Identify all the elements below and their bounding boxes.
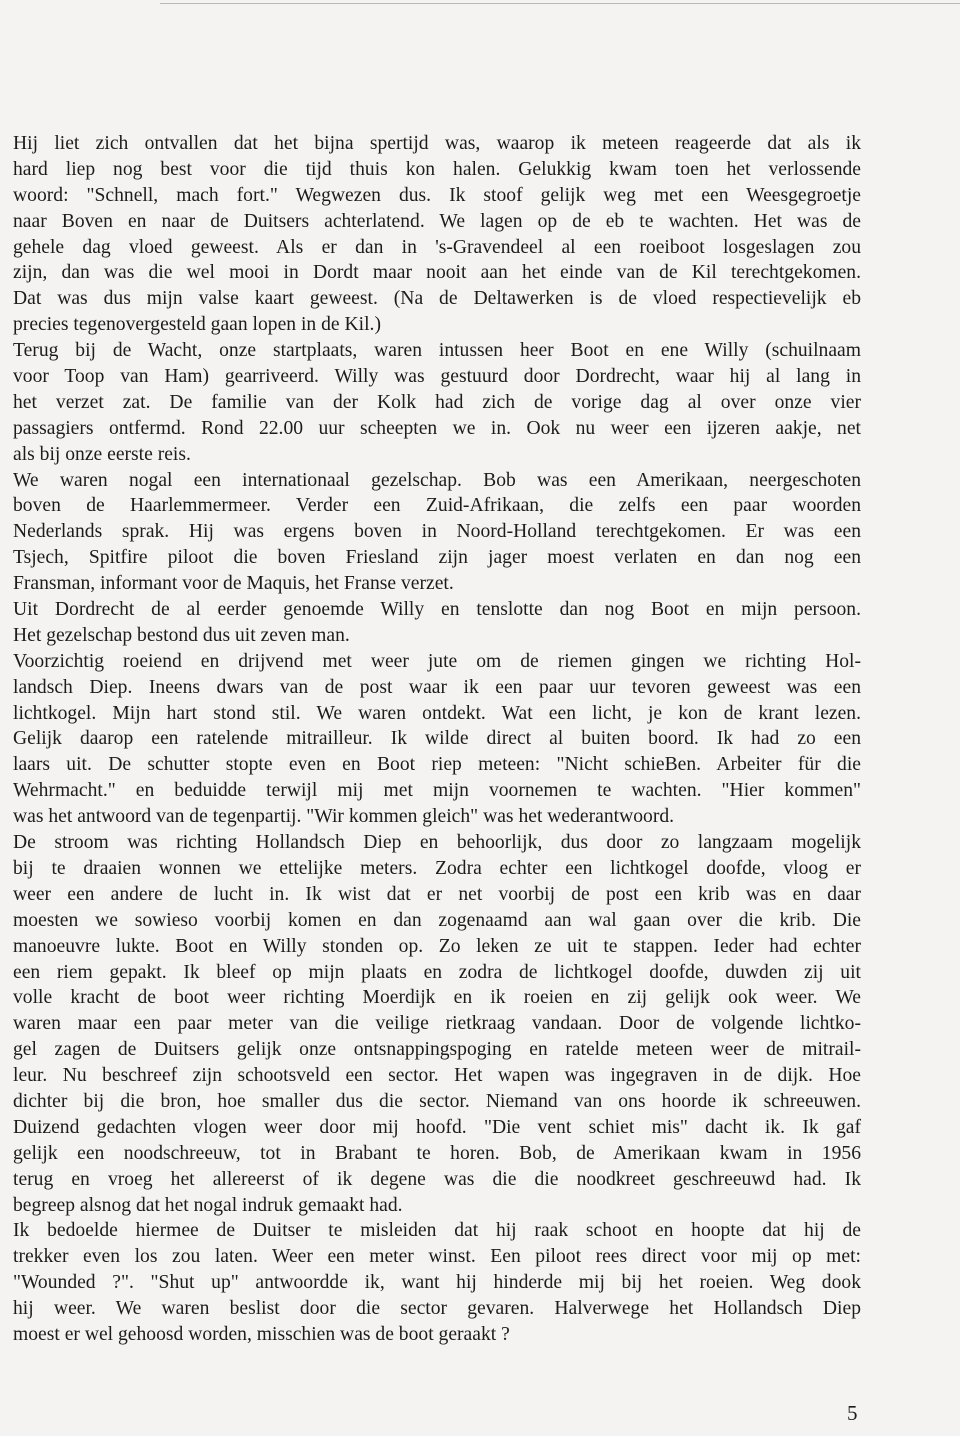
text-line: passagiers ontfermd. Rond 22.00 uur scheepten we in. Ook nu weer een ijzeren aakje, net: [13, 417, 861, 439]
text-line: bij te draaien wonnen we ettelijke meters. Zodra echter een lichtkogel doofde, vloog er: [13, 857, 861, 879]
text-line: precies tegenovergesteld gaan lopen in de Kil.): [13, 314, 381, 336]
text-line: Duizend gedachten vlogen weer door mij hoofd. "Die vent schiet mis" dacht ik. Ik gaf: [13, 1116, 861, 1138]
text-line: boven de Haarlemmermeer. Verder een Zuid-Afrikaan, die zelfs een paar woorden: [13, 495, 861, 517]
text-line: lichtkogel. Mijn hart stond stil. We waren ontdekt. Wat een licht, je kon de krant lezen.: [13, 702, 861, 724]
text-line: terug en vroeg het allereerst of ik degene was die die noodkreet geschreeuwd had. Ik: [13, 1168, 861, 1190]
text-line: voor Toop van Ham) gearriveerd. Willy was gestuurd door Dordrecht, waar hij al lang in: [13, 366, 861, 388]
text-line: naar Boven en naar de Duitsers achterlatend. We lagen op de eb te wachten. Het was de: [13, 210, 861, 232]
text-line: begreep alsnog dat het nogal indruk gemaakt had.: [13, 1194, 403, 1216]
text-line: Ik bedoelde hiermee de Duitser te misleiden dat hij raak schoot en hoopte dat hij de: [13, 1220, 861, 1242]
text-line: De stroom was richting Hollandsch Diep en behoorlijk, dus door zo langzaam mogelijk: [13, 832, 861, 854]
text-line: gelijk een noodschreeuw, tot in Brabant te horen. Bob, de Amerikaan kwam in 1956: [13, 1142, 861, 1164]
text-line: dichter bij die bron, hoe smaller dus die sector. Niemand van ons hoorde ik schreeuwen.: [13, 1090, 861, 1112]
text-line: als bij onze eerste reis.: [13, 443, 191, 465]
body-text: [13, 131, 861, 1348]
text-line: waren maar een paar meter van die veilige rietkraag vandaan. Door de volgende lichtko-: [13, 1013, 861, 1035]
text-line: Het gezelschap bestond dus uit zeven man.: [13, 624, 350, 646]
text-line: gehele dag vloed geweest. Als er dan in 's-Gravendeel al een roeiboot losgeslagen zou: [13, 236, 861, 258]
text-line: woord: "Schnell, mach fort." Wegwezen dus. Ik stoof gelijk weg met een Weesgegroetje: [13, 184, 861, 206]
text-line: leur. Nu beschreef zijn schootsveld een sector. Het wapen was ingegraven in de dijk. Hoe: [13, 1065, 861, 1087]
top-rule: [160, 3, 960, 4]
page-number: 5: [847, 1401, 858, 1425]
text-line: manoeuvre lukte. Boot en Willy stonden op. Zo leken ze uit te stappen. Ieder had echter: [13, 935, 861, 957]
text-line: het verzet zat. De familie van der Kolk had zich de vorige dag al over onze vier: [13, 391, 861, 413]
text-line: Fransman, informant voor de Maquis, het Franse verzet.: [13, 573, 454, 595]
text-line: Voorzichtig roeiend en drijvend met weer jute om de riemen gingen we richting Hol-: [13, 650, 861, 672]
text-line: gel zagen de Duitsers gelijk onze ontsnappingspoging en ratelde meteen weer de mitrail-: [13, 1039, 861, 1061]
text-line: We waren nogal een internationaal gezelschap. Bob was een Amerikaan, neergeschoten: [13, 469, 861, 491]
text-line: Uit Dordrecht de al eerder genoemde Willy en tenslotte dan nog Boot en mijn persoon.: [13, 599, 861, 621]
text-line: Hij liet zich ontvallen dat het bijna spertijd was, waarop ik meteen reageerde dat als ik: [13, 133, 861, 154]
text-line: volle kracht de boot weer richting Moerdijk en ik roeien en zij gelijk ook weer. We: [13, 987, 861, 1009]
text-line: moest er wel gehoosd worden, misschien was de boot geraakt ?: [13, 1323, 510, 1345]
text-line: hard liep nog best voor die tijd thuis kon halen. Gelukkig kwam toen het verlossende: [13, 158, 861, 180]
text-line: zijn, dan was die wel mooi in Dordt maar nooit aan het einde van de Kil terechtgekomen.: [13, 262, 861, 284]
text-line: weer een andere de lucht in. Ik wist dat er net voorbij de post een krib was en daar: [13, 883, 861, 905]
text-line: Tsjech, Spitfire piloot die boven Friesland zijn jager moest verlaten en dan nog een: [13, 547, 861, 569]
text-line: laars uit. De schutter stopte even en Boot riep meteen: "Nicht schieBen. Arbeiter für die: [13, 754, 861, 776]
text-line: Terug bij de Wacht, onze startplaats, waren intussen heer Boot en ene Willy (schuilnaam: [13, 340, 861, 362]
text-line: Nederlands sprak. Hij was ergens boven in Noord-Holland terechtgekomen. Er was een: [13, 521, 861, 543]
text-line: Gelijk daarop een ratelende mitrailleur. Ik wilde direct al buiten boord. Ik had zo een: [13, 728, 861, 750]
text-line: moesten we sowieso voorbij komen en dan zogenaamd aan wal gaan over die krib. Die: [13, 909, 861, 931]
text-line: hij weer. We waren beslist door die sector gevaren. Halverwege het Hollandsch Diep: [13, 1298, 861, 1320]
text-line: was het antwoord van de tegenpartij. "Wir kommen gleich" was het wederantwoord.: [13, 806, 675, 828]
text-line: Dat was dus mijn valse kaart geweest. (Na de Deltawerken is de vloed respectievelijk eb: [13, 288, 861, 310]
text-line: een riem gepakt. Ik bleef op mijn plaats en zodra de lichtkogel doofde, duwden zij uit: [13, 961, 861, 983]
text-line: "Wounded ?". "Shut up" antwoordde ik, want hij hinderde mij bij het roeien. Weg dook: [13, 1272, 861, 1294]
text-line: Wehrmacht." en beduidde terwijl mij met mijn voornemen te wachten. "Hier kommen": [13, 780, 861, 802]
text-line: landsch Diep. Ineens dwars van de post waar ik een paar uur tevoren geweest was een: [13, 676, 861, 698]
text-line: trekker even los zou laten. Weer een meter winst. Een piloot rees direct voor mij op met:: [13, 1246, 861, 1268]
